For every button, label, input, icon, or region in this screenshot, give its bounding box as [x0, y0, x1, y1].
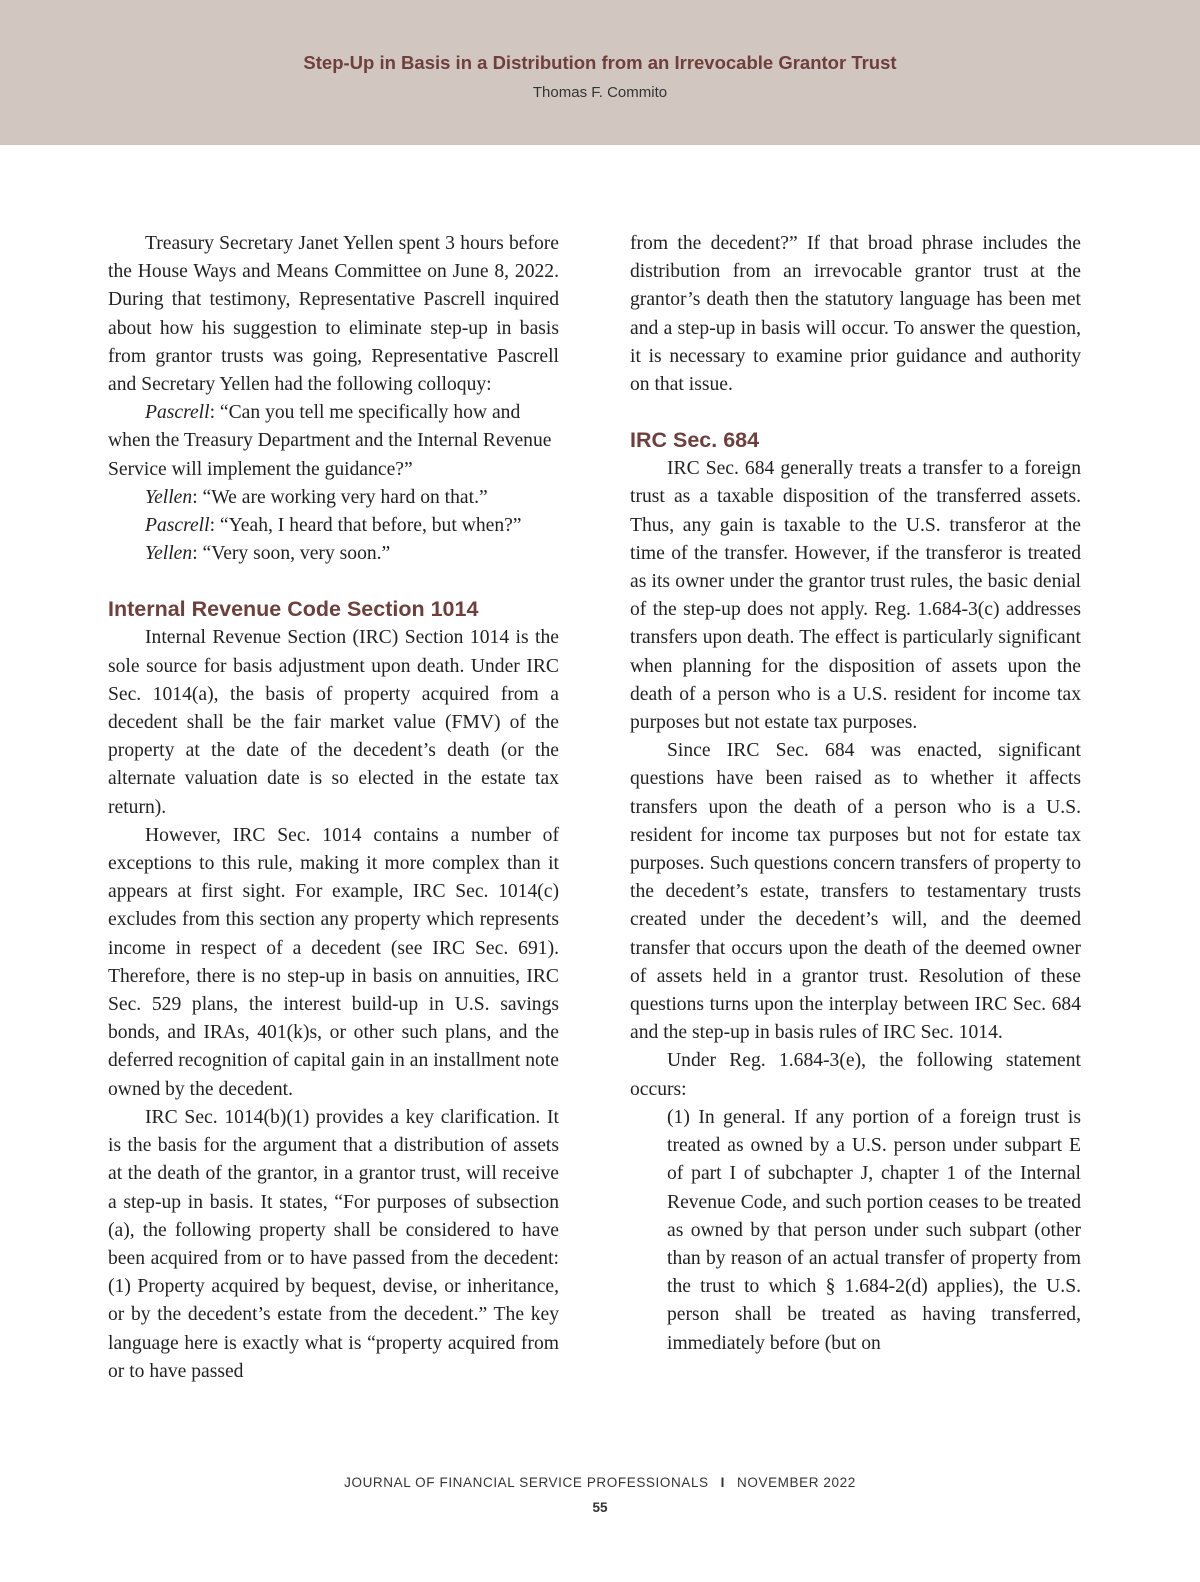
continued-paragraph: from the decedent?” If that broad phrase includes the distribution from an irrevocable grantor trust at the grantor’s death then the statutory language has been met and a step-up in basis will occur. To answer the question, it is necessary to examine prior guidance and authority on that issue. [630, 233, 1081, 396]
body-paragraph: Since IRC Sec. 684 was enacted, significant questions have been raised as to whether it affects transfers upon the death of a person who is a U.S. resident for income tax purposes but not for estate tax purposes. Such questions concern transfers of property to the decedent’s estate, transfers to testamentary trusts created under the decedent’s will, and the deemed transfer that occurs upon the death of the deemed owner of assets held in a grantor trust. Resolution of these questions turns upon the interplay between IRC Sec. 684 and the step-up in basis rules of IRC Sec. 1014. [630, 740, 1081, 1044]
right-column [630, 230, 1081, 1358]
article-title: Step-Up in Basis in a Distribution from an Irrevocable Grantor Trust [303, 52, 897, 73]
body-paragraph: Under Reg. 1.684-3(e), the following statement occurs: [630, 1050, 1081, 1100]
article-author: Thomas F. Commito [532, 84, 668, 101]
body-paragraph: Internal Revenue Section (IRC) Section 1014 is the sole source for basis adjustment upon death. Under IRC Sec. 1014(a), the basis of property acquired from a decedent shall be the fair market value (FMV) of the property at the date of the decedent’s death (or the alternate valuation date is so elected in the estate tax return). [108, 627, 559, 818]
footer-journal [0, 1475, 1200, 1490]
header-banner [0, 0, 1200, 145]
issue-date: NOVEMBER 2022 [737, 1475, 856, 1490]
dialog-text: : “Yeah, I heard that before, but when?” [209, 515, 522, 537]
intro-paragraph: Treasury Secretary Janet Yellen spent 3 hours before the House Ways and Means Committee on June 8, 2022. During that testimony, Representative Pascrell inquired about how his suggestion to eliminate step-up in basis from grantor trusts was going, Representative Pascrell and Secretary Yellen had the following colloquy: [108, 233, 559, 396]
page-number: 55 [592, 1500, 608, 1515]
dialog-speaker: Yellen [145, 543, 193, 565]
dialog-text: : “We are working very hard on that.” [192, 486, 488, 508]
dialog-text: : “Very soon, very soon.” [192, 543, 391, 565]
dialog-line [108, 512, 559, 540]
left-column [108, 230, 559, 1386]
dialog-speaker: Yellen [145, 486, 193, 508]
dialog-line [108, 399, 559, 484]
dialog-text: : “Can you tell me specifically how and when the Treasury Department and the Internal Revenue Service will implement the guidance?” [108, 402, 552, 480]
dialog-line [108, 484, 559, 512]
section-heading-684: IRC Sec. 684 [630, 428, 760, 453]
section-heading-1014: Internal Revenue Code Section 1014 [108, 597, 479, 622]
journal-name: JOURNAL OF FINANCIAL SERVICE PROFESSIONALS [344, 1475, 709, 1490]
footer-separator: I [720, 1475, 726, 1490]
body-paragraph: IRC Sec. 684 generally treats a transfer to a foreign trust as a taxable disposition of the transferred assets. Thus, any gain is taxable to the U.S. transferor at the time of the transfer. However, if the transferor is treated as its owner under the grantor trust rules, the basic denial of the step-up does not apply. Reg. 1.684-3(c) addresses transfers upon death. The effect is particularly significant when planning for the disposition of assets upon the death of a person who is a U.S. resident for income tax purposes but not estate tax purposes. [630, 458, 1081, 734]
body-paragraph: IRC Sec. 1014(b)(1) provides a key clarification. It is the basis for the argument that a distribution of assets at the death of the grantor, in a grantor trust, will receive a step-up in basis. It states, “For purposes of subsection (a), the following property shall be considered to have been acquired from or to have passed from the decedent: (1) Property acquired by bequest, devise, or inheritance, or by the decedent’s estate from the decedent.” The key language here is exactly what is “property acquired from or to have passed [108, 1106, 559, 1382]
body-paragraph: However, IRC Sec. 1014 contains a number of exceptions to this rule, making it more complex than it appears at first sight. For example, IRC Sec. 1014(c) excludes from this section any property which represents income in respect of a decedent (see IRC Sec. 691). Therefore, there is no step-up in basis on annuities, IRC Sec. 529 plans, the interest build-up in U.S. savings bonds, and IRAs, 401(k)s, or other such plans, and the deferred recognition of capital gain in an installment note owned by the decedent. [108, 824, 559, 1100]
dialog-speaker: Pascrell [145, 515, 210, 537]
block-quote: (1) In general. If any portion of a foreign trust is treated as owned by a U.S. person under subpart E of part I of subchapter J, chapter 1 of the Internal Revenue Code, and such portion ceases to be treated as owned by that person under such subpart (other than by reason of an actual transfer of property from the trust to which § 1.684-2(d) applies), the U.S. person shall be treated as having transferred, immediately before (but on [667, 1106, 1081, 1354]
dialog-line [108, 540, 559, 568]
dialog-speaker: Pascrell [145, 402, 210, 424]
